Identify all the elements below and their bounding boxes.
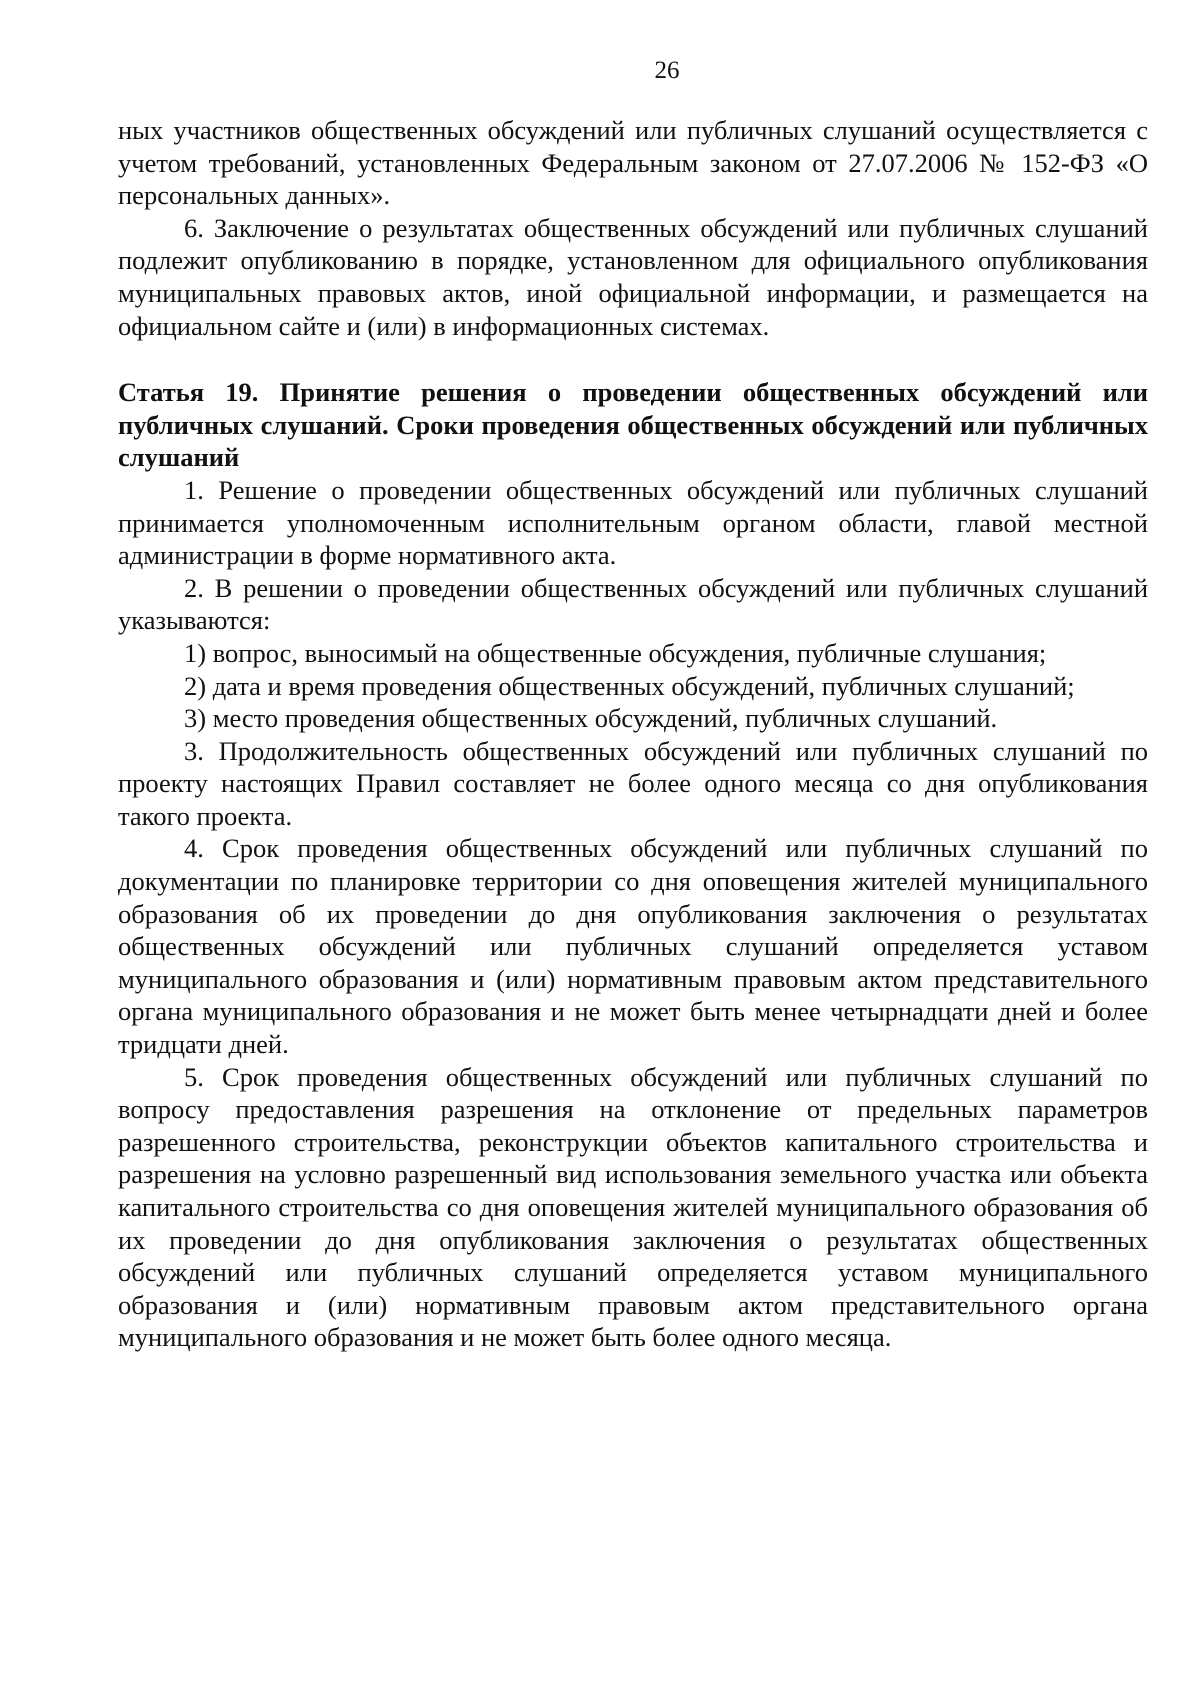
paragraph-5: 5. Срок проведения общественных обсуждений или публичных слушаний по вопросу предоставления разрешения на отклонение от предельных параметров разрешенного строительства, реконструкции объектов капитального строительства и разрешения на условно разрешенный вид использования земельного участка или объекта капитального строительства со дня оповещения жителей муниципального образования об их проведении до дня опубликования заключения о результатах общественных обсуждений или публичных слушаний определяется уставом муниципального образования и (или) нормативным правовым актом представительного органа муниципального образования и не может быть более одного месяца. — [118, 1061, 1148, 1353]
document-body — [118, 114, 1148, 1354]
article-19-heading: Статья 19. Принятие решения о проведении общественных обсуждений или публичных слушаний. Сроки проведения общественных обсуждений или публичных слушаний — [118, 377, 1148, 473]
paragraph-continuation: ных участников общественных обсуждений или публичных слушаний осуществляется с учетом требований, установленных Федеральным законом от 27.07.2006 № 152-ФЗ «О персональных данных». — [118, 115, 1148, 211]
list-item-3: 3) место проведения общественных обсуждений, публичных слушаний. — [184, 703, 998, 734]
list-item-2: 2) дата и время проведения общественных обсуждений, публичных слушаний; — [184, 670, 1075, 701]
paragraph-1: 1. Решение о проведении общественных обсуждений или публичных слушаний принимается уполномоченным исполнительным органом области, главой местной администрации в форме нормативного акта. — [118, 474, 1148, 571]
paragraph-6: 6. Заключение о результатах общественных обсуждений или публичных слушаний подлежит опубликованию в порядке, установленном для официального опубликования муниципальных правовых актов, иной официальной информации, и размещается на официальном сайте и (или) в информационных системах. — [118, 212, 1148, 341]
paragraph-2: 2. В решении о проведении общественных обсуждений или публичных слушаний указываются: — [118, 572, 1148, 636]
list-item-1: 1) вопрос, выносимый на общественные обсуждения, публичные слушания; — [184, 637, 1047, 668]
paragraph-4: 4. Срок проведения общественных обсуждений или публичных слушаний по документации по планировке территории со дня оповещения жителей муниципального образования об их проведении до дня опубликования заключения о результатах общественных обсуждений или публичных слушаний определяется уставом муниципального образования и (или) нормативным правовым актом представительного органа муниципального образования и не может быть менее четырнадцати дней и более тридцати дней. — [118, 833, 1148, 1060]
page-number: 26 — [654, 57, 680, 84]
paragraph-3: 3. Продолжительность общественных обсуждений или публичных слушаний по проекту настоящих Правил составляет не более одного месяца со дня опубликования такого проекта. — [118, 735, 1148, 831]
